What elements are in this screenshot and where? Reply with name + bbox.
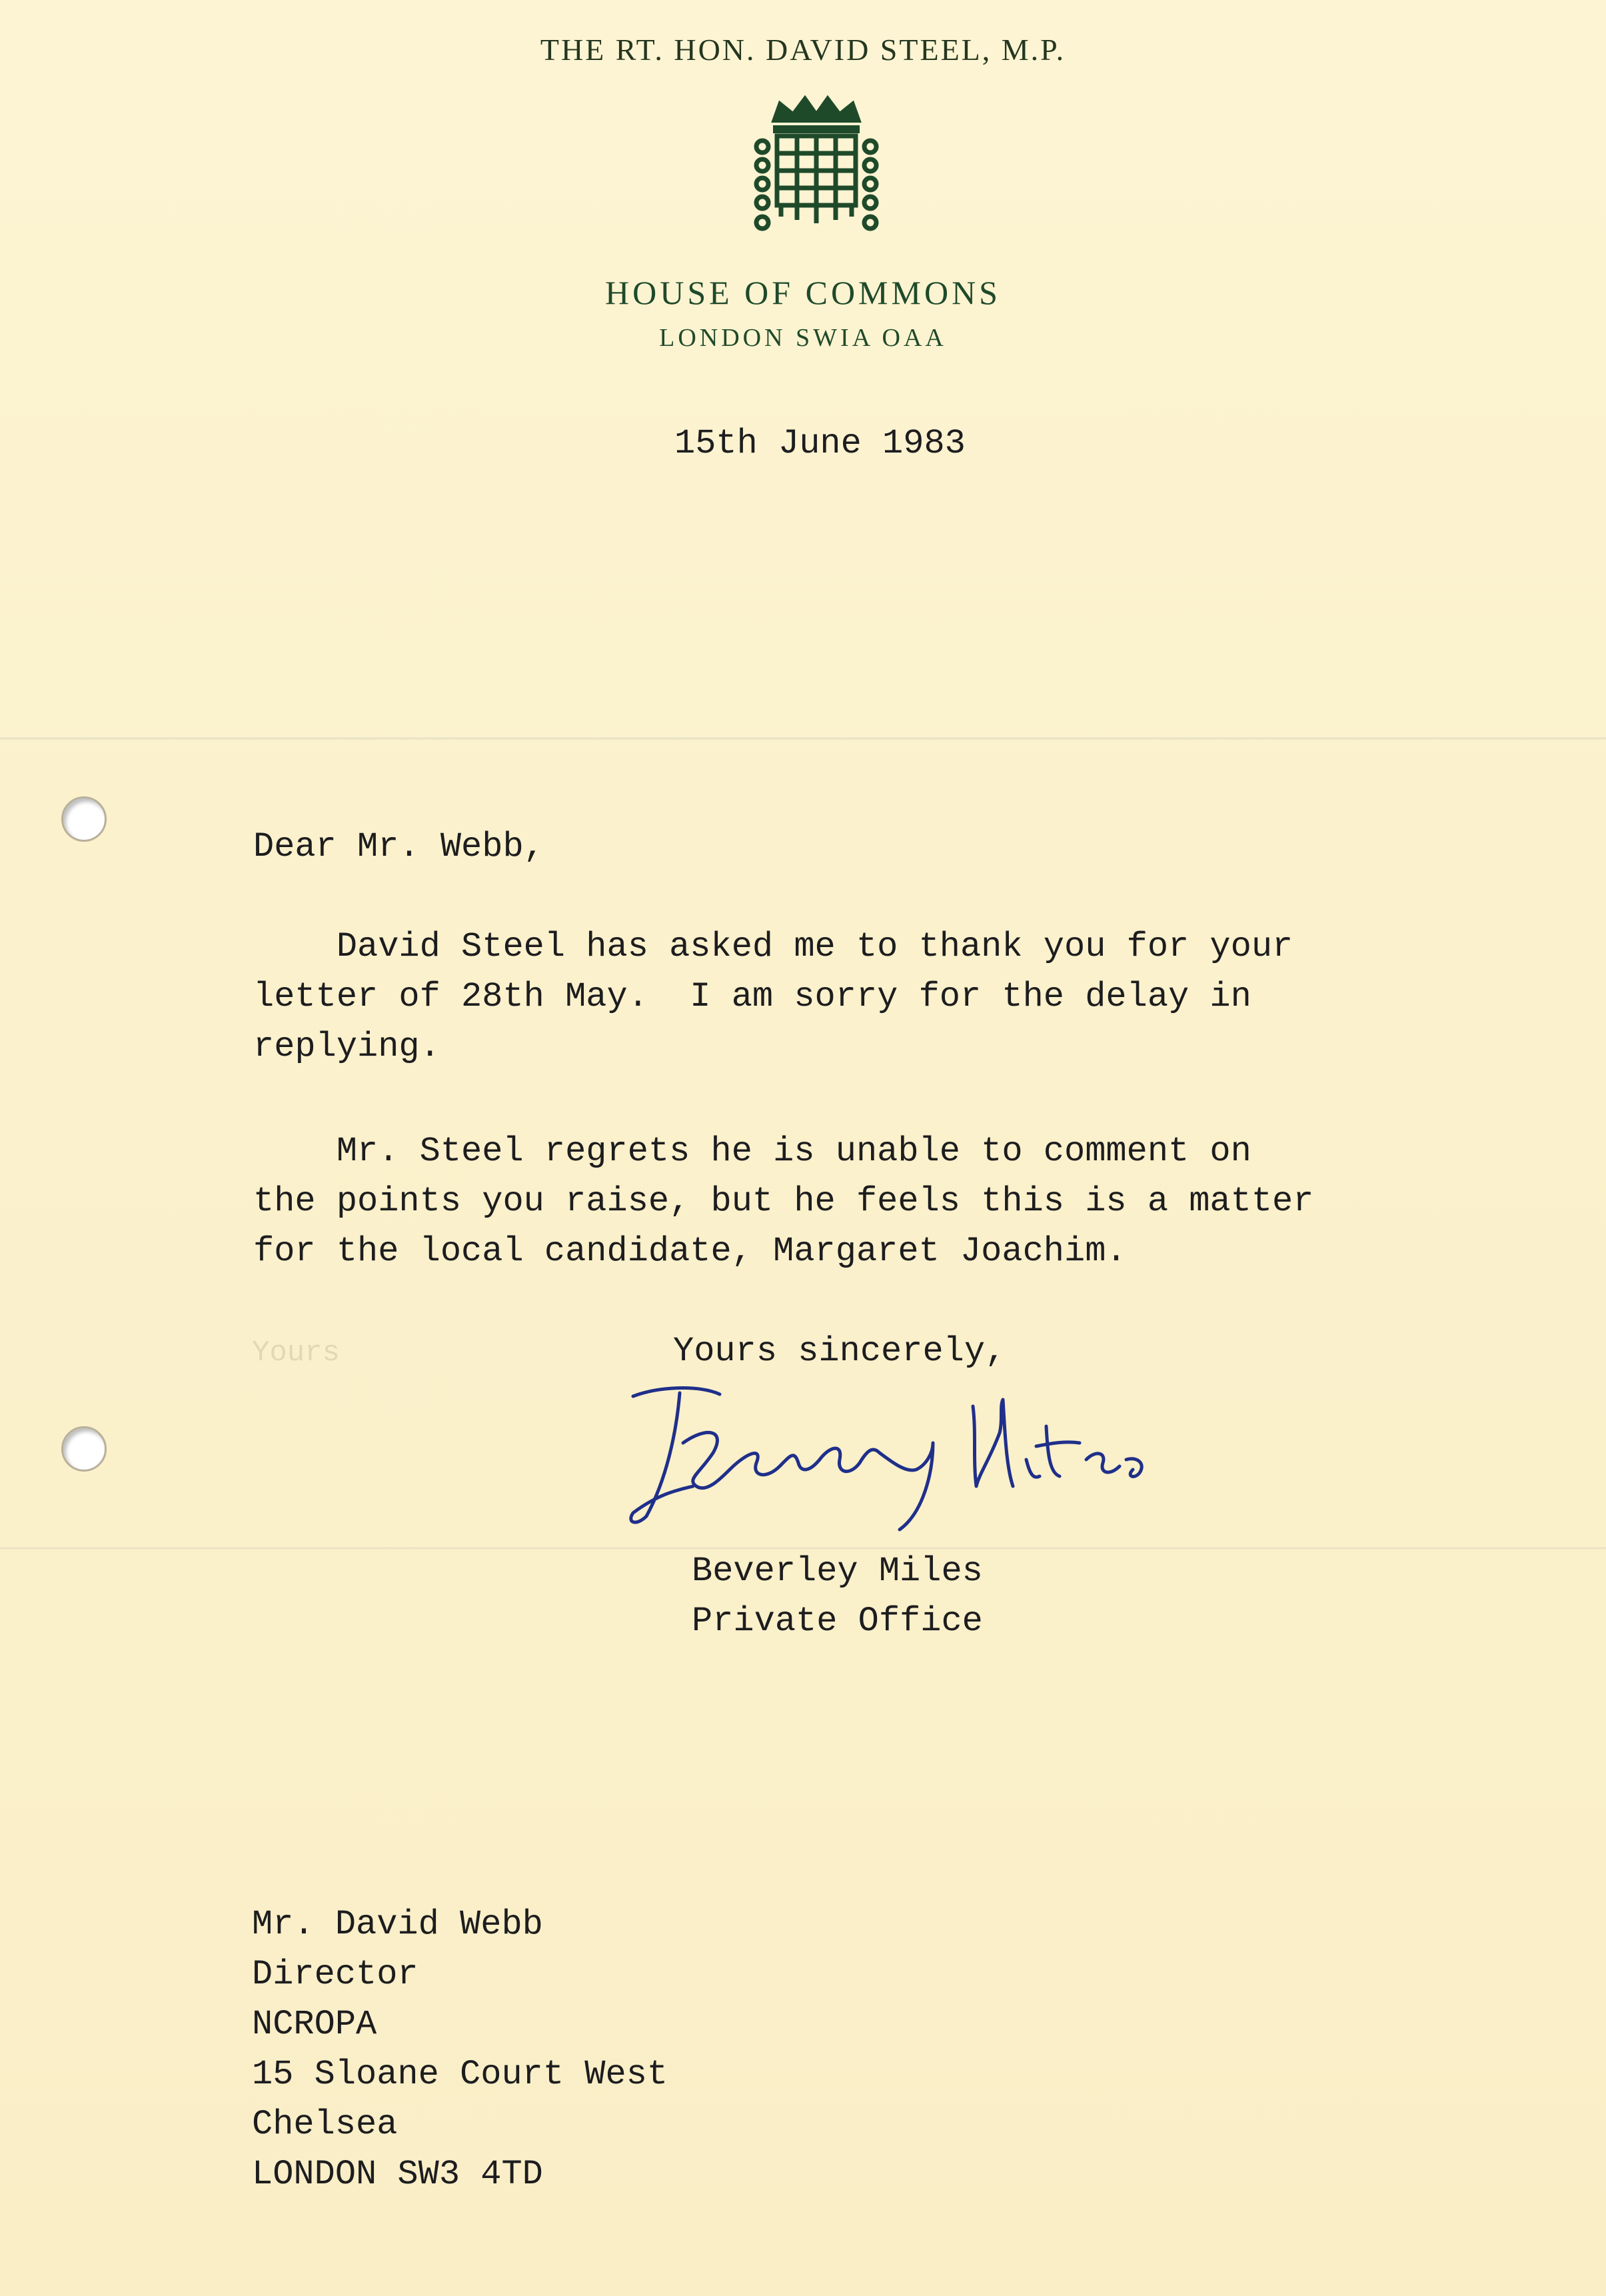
letterhead-address: LONDON SWIA OAA [659,324,947,352]
fold-line [0,736,1606,740]
salutation: Dear Mr. Webb, [253,827,544,866]
signer-block [692,1546,983,1646]
punch-hole [61,796,107,842]
portcullis-icon [753,93,880,243]
letterhead-institution: HOUSE OF COMMONS [605,274,1001,311]
recipient-line: NCROPA [252,2005,377,2044]
recipient-line: Mr. David Webb [252,1905,543,1944]
letterhead-name: THE RT. HON. DAVID STEEL, M.P. [540,33,1066,67]
punch-hole [61,1426,107,1472]
body-paragraph-1: David Steel has asked me to thank you for your letter of 28th May. I am sorry for the delay in replying. [253,927,1293,1066]
recipient-line: LONDON SW3 4TD [252,2155,543,2194]
recipient-line: Chelsea [252,2105,398,2144]
handwritten-signature [620,1380,1219,1533]
closing: Yours sincerely, [673,1332,1006,1371]
body-paragraph-2: Mr. Steel regrets he is unable to comment on the points you raise, but he feels this is a matter for the local candidate, Margaret Joachim. [253,1132,1314,1271]
recipient-line: Director [252,1955,418,1994]
signer-name: Beverley Miles [692,1552,983,1591]
signer-office: Private Office [692,1602,983,1641]
recipient-line: 15 Sloane Court West [252,2055,668,2094]
letter-date: 15th June 1983 [674,424,966,463]
faint-offset-text: Yours [252,1336,341,1370]
recipient-address [252,1899,668,2199]
